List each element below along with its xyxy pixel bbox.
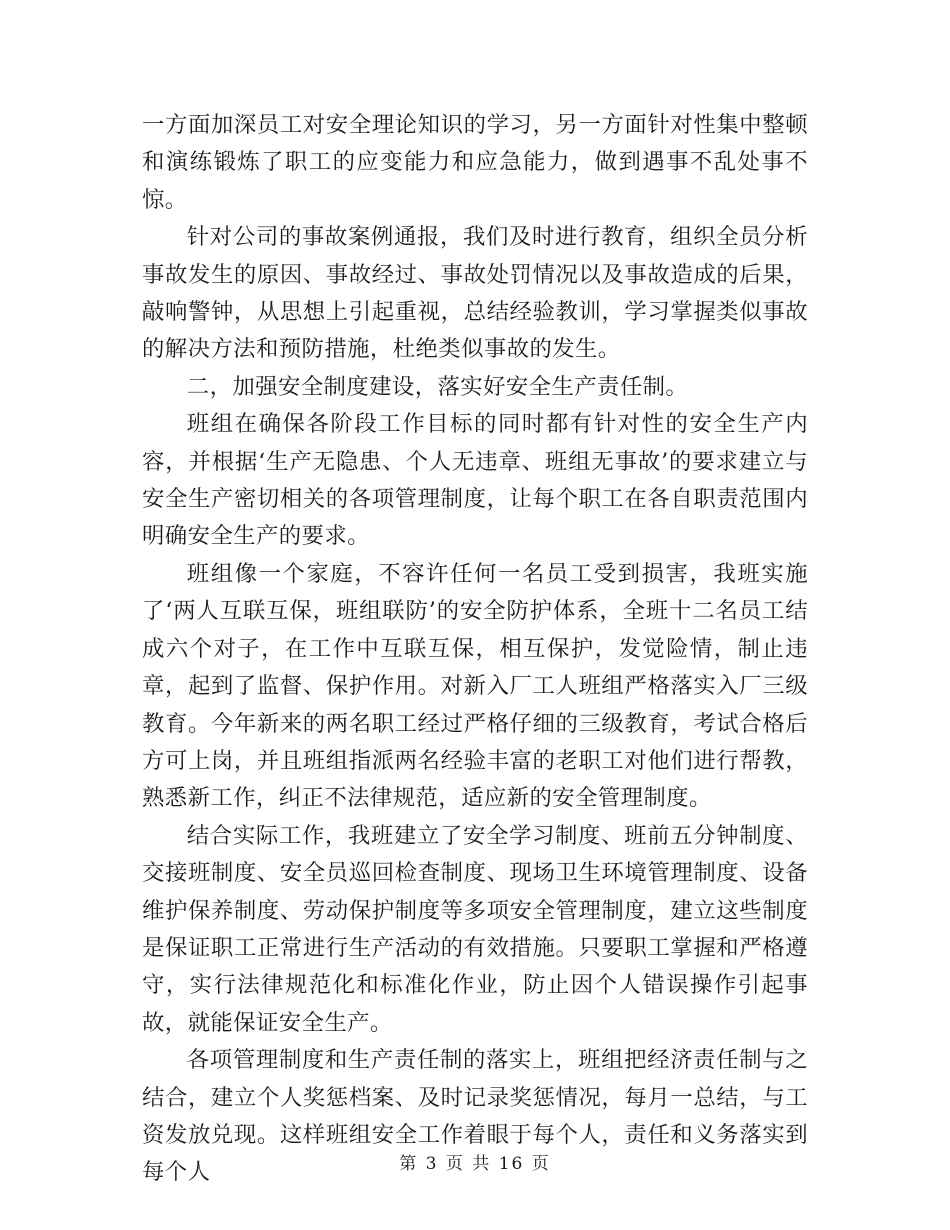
- document-body: [142, 107, 808, 1192]
- paragraph-1: 一方面加深员工对安全理论知识的学习，另一方面针对性集中整顿和演练锻炼了职工的应变能力和应急能力，做到遇事不乱处事不惊。: [142, 112, 808, 213]
- page-number: 第 3 页 共 16 页: [399, 1154, 551, 1174]
- paragraph-6: 结合实际工作，我班建立了安全学习制度、班前五分钟制度、交接班制度、安全员巡回检查制度、现场卫生环境管理制度、设备维护保养制度、劳动保护制度等多项安全管理制度，建立这些制度是保证职工正常进行生产活动的有效措施。只要职工掌握和严格遵守，实行法律规范化和标准化作业，防止因个人错误操作引起事故，就能保证安全生产。: [142, 822, 808, 1036]
- paragraph-4: 班组在确保各阶段工作目标的同时都有针对性的安全生产内容，并根据‘生产无隐患、个人无违章、班组无事故’的要求建立与安全生产密切相关的各项管理制度，让每个职工在各自职责范围内明确安全生产的要求。: [142, 411, 808, 550]
- section-heading: 二，加强安全制度建设，落实好安全生产责任制。: [186, 373, 689, 400]
- paragraph-7: 各项管理制度和生产责任制的落实上，班组把经济责任制与之结合，建立个人奖惩档案、及时记录奖惩情况，每月一总结，与工资发放兑现。这样班组安全工作着眼于每个人，责任和义务落实到每个人: [142, 1047, 808, 1186]
- paragraph-5: 班组像一个家庭，不容许任何一名员工受到损害，我班实施了‘两人互联互保，班组联防’的安全防护体系，全班十二名员工结成六个对子，在工作中互联互保，相互保护，发觉险情，制止违章，起到了监督、保护作用。对新入厂工人班组严格落实入厂三级教育。今年新来的两名职工经过严格仔细的三级教育，考试合格后方可上岗，并且班组指派两名经验丰富的老职工对他们进行帮教，熟悉新工作，纠正不法律规范，适应新的安全管理制度。: [142, 560, 808, 812]
- paragraph-2: 针对公司的事故案例通报，我们及时进行教育，组织全员分析事故发生的原因、事故经过、事故处罚情况以及事故造成的后果，敲响警钟，从思想上引起重视，总结经验教训，学习掌握类似事故的解决方法和预防措施，杜绝类似事故的发生。: [142, 224, 808, 363]
